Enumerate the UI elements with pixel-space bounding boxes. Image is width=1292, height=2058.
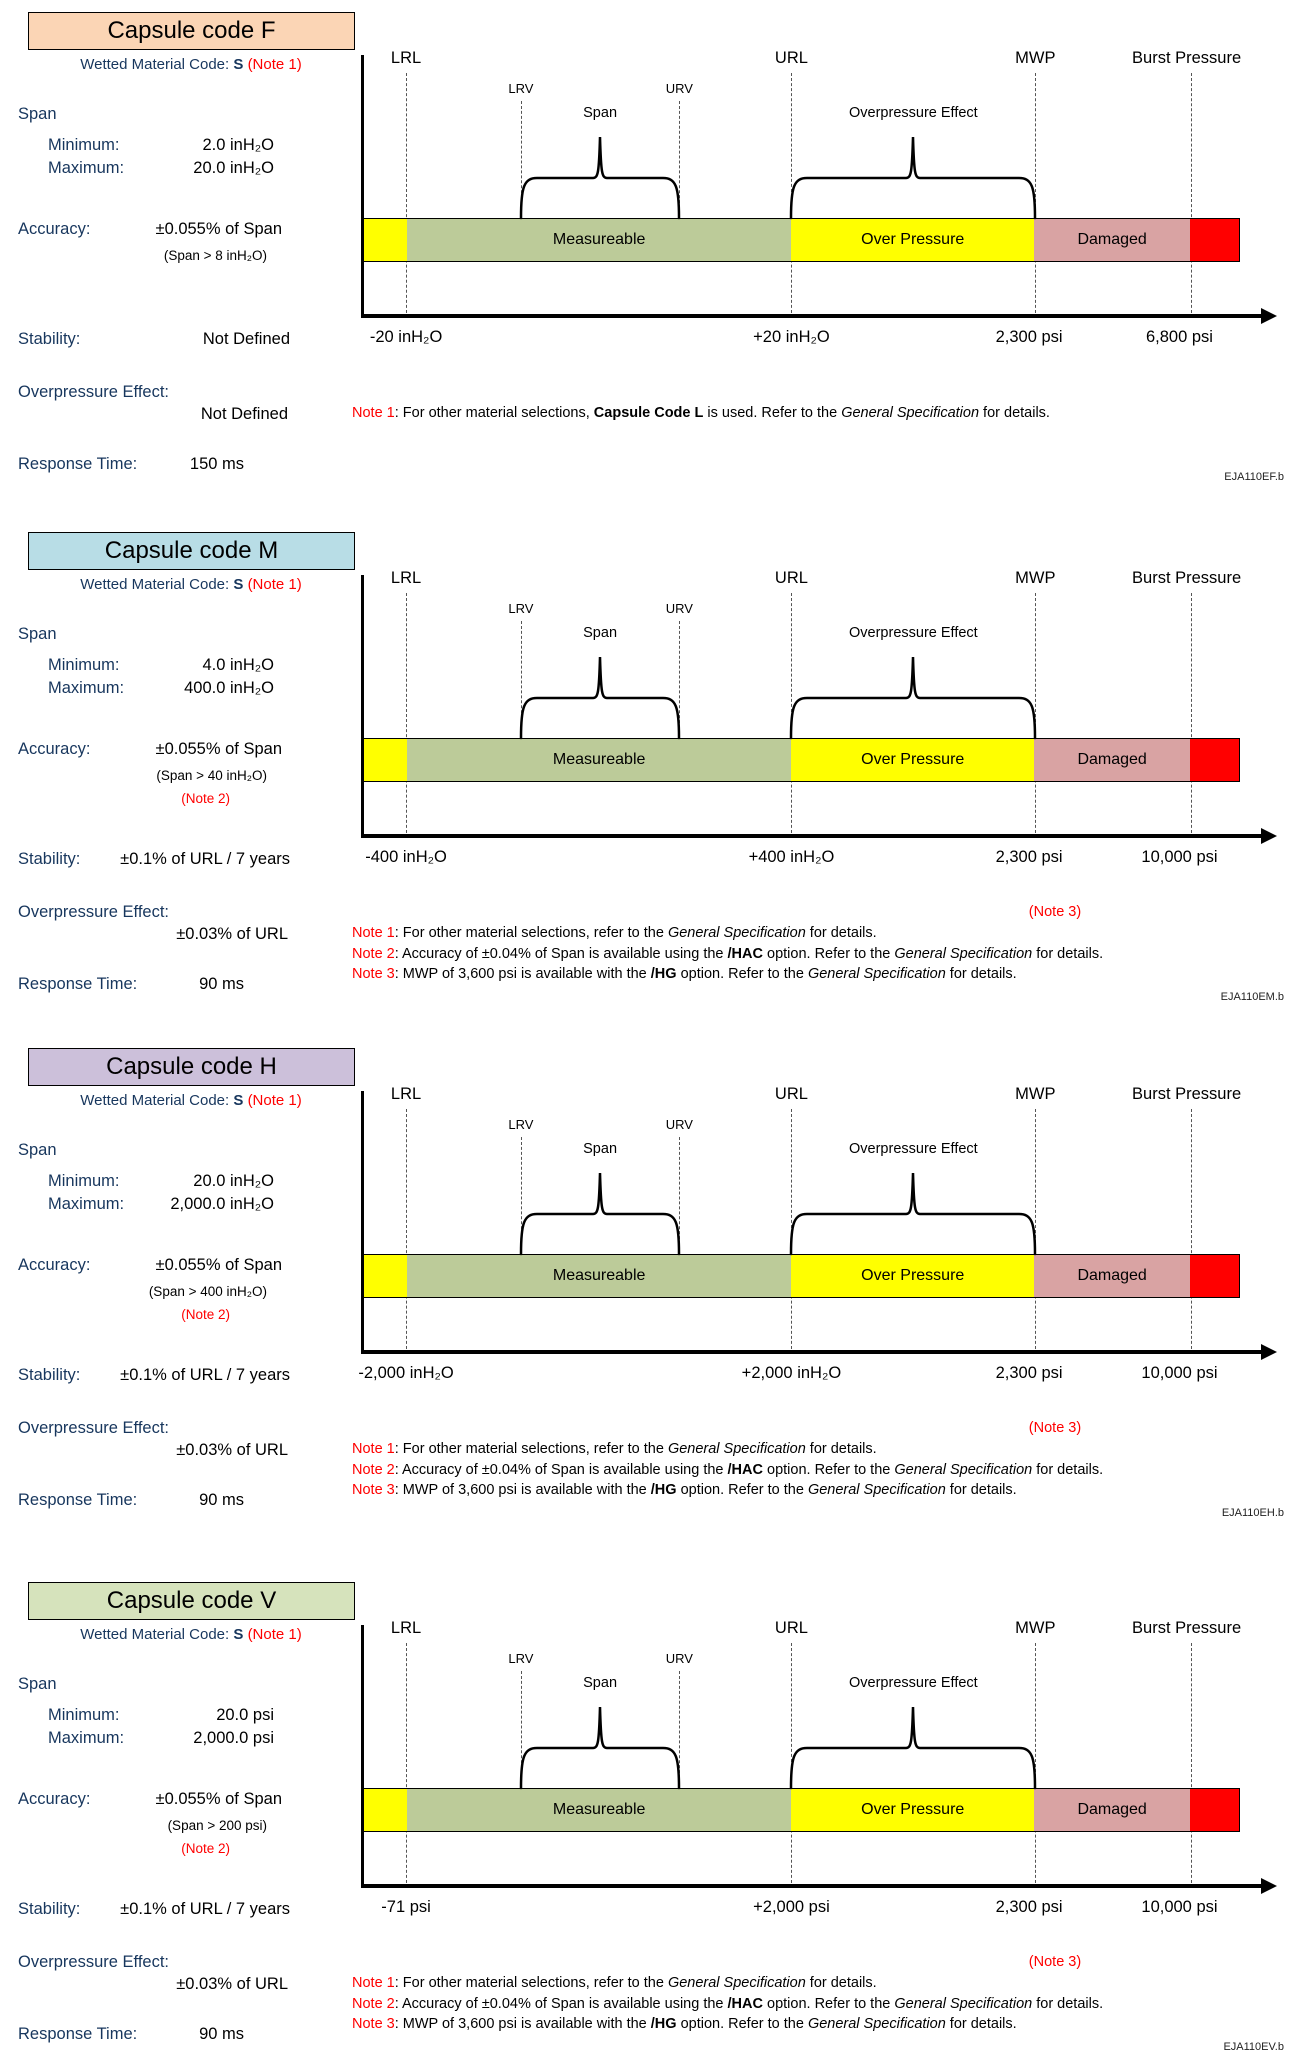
note3-marker: (Note 3) bbox=[1028, 1954, 1082, 1970]
text-segment: Capsule Code L bbox=[593, 405, 704, 421]
spec-row-stability bbox=[18, 330, 290, 352]
maximum-value: 400.0 inH₂O bbox=[184, 679, 274, 697]
urv-label: URV bbox=[665, 601, 693, 616]
text-segment: (Note 1) bbox=[247, 1626, 302, 1643]
accuracy-value: ±0.055% of Span bbox=[155, 1256, 282, 1274]
spec-row-overpressure-label bbox=[18, 903, 290, 925]
overpressure-brace-label: Overpressure Effect bbox=[849, 105, 978, 121]
text-segment: S bbox=[233, 576, 244, 593]
burst-pressure-label: Burst Pressure bbox=[1132, 1619, 1242, 1637]
measurable-segment-label: Measureable bbox=[552, 1267, 646, 1284]
note-line bbox=[352, 405, 1252, 421]
response-time-label: Response Time: bbox=[18, 2025, 138, 2043]
text-segment: /HAC bbox=[727, 1995, 763, 2012]
capsule-section-V bbox=[0, 1570, 1292, 2058]
stability-label: Stability: bbox=[18, 330, 81, 348]
text-segment: : MWP of 3,600 psi is available with the bbox=[394, 2016, 651, 2032]
vertical-axis-line bbox=[361, 55, 364, 318]
spec-span-heading bbox=[18, 105, 290, 127]
text-segment: Note 2 bbox=[352, 945, 395, 962]
burst-pressure-label: Burst Pressure bbox=[1132, 49, 1242, 67]
text-segment: General Specification bbox=[807, 2016, 946, 2032]
tick-burst-value: 10,000 psi bbox=[1141, 1898, 1218, 1916]
minimum-label: Minimum: bbox=[48, 1172, 120, 1190]
accuracy-label: Accuracy: bbox=[18, 1790, 91, 1808]
spec-row-accuracy bbox=[18, 1790, 290, 1812]
lrv-label: LRV bbox=[508, 601, 534, 616]
text-segment: General Specification bbox=[841, 405, 980, 421]
spec-row-minimum bbox=[18, 1706, 290, 1728]
accuracy-condition: (Span > 8 inH₂O) bbox=[163, 248, 267, 263]
spec-span-heading bbox=[18, 1141, 290, 1163]
document-code: EJA110EF.b bbox=[1224, 471, 1284, 483]
spec-row-overpressure-value bbox=[18, 405, 290, 427]
burst-pressure-label: Burst Pressure bbox=[1132, 1085, 1242, 1103]
overpressure-effect-label: Overpressure Effect: bbox=[18, 903, 170, 921]
span-brace-label: Span bbox=[583, 1675, 618, 1691]
text-segment: Note 3 bbox=[352, 1482, 395, 1498]
url-label: URL bbox=[774, 1085, 808, 1103]
spec-row-stability bbox=[18, 1366, 290, 1388]
spec-row-overpressure-label bbox=[18, 1419, 290, 1441]
overpressure-segment-label: Over Pressure bbox=[861, 231, 965, 248]
stability-label: Stability: bbox=[18, 1900, 81, 1918]
accuracy-label: Accuracy: bbox=[18, 740, 91, 758]
spec-row-overpressure-label bbox=[18, 1953, 290, 1975]
document-code: EJA110EV.b bbox=[1223, 2041, 1284, 2053]
document-code: EJA110EH.b bbox=[1221, 1507, 1284, 1519]
urv-label: URV bbox=[665, 81, 693, 96]
text-segment: Wetted Material Code: bbox=[80, 1092, 234, 1109]
span-label: Span bbox=[18, 625, 57, 643]
text-segment: option. Refer to the bbox=[676, 966, 808, 982]
note-line bbox=[352, 966, 1252, 982]
spec-row-maximum bbox=[18, 679, 290, 701]
pressure-range-diagram bbox=[350, 565, 1240, 865]
overpressure-effect-value: Not Defined bbox=[200, 405, 288, 423]
brace-curves bbox=[350, 565, 1240, 865]
lrl-label: LRL bbox=[390, 1619, 422, 1637]
text-segment: option. Refer to the bbox=[676, 2016, 808, 2032]
lrv-label: LRV bbox=[508, 1117, 534, 1132]
overpressure-brace-label: Overpressure Effect bbox=[849, 1675, 978, 1691]
text-segment: : For other material selections, bbox=[394, 405, 594, 421]
note-line bbox=[352, 1996, 1252, 2012]
spec-row-accuracy-note bbox=[18, 1841, 290, 1863]
maximum-value: 2,000.0 inH₂O bbox=[170, 1195, 274, 1213]
spec-row-response-time bbox=[18, 2025, 290, 2047]
spec-row-accuracy bbox=[18, 1256, 290, 1278]
span-label: Span bbox=[18, 105, 57, 123]
text-segment: for details. bbox=[945, 966, 1017, 982]
note-line bbox=[352, 1482, 1252, 1498]
spec-row-response-time bbox=[18, 455, 290, 477]
stability-value: ±0.1% of URL / 7 years bbox=[120, 1366, 290, 1384]
overpressure-segment-label: Over Pressure bbox=[861, 751, 965, 768]
spec-row-accuracy-condition bbox=[18, 768, 290, 790]
spec-row-maximum bbox=[18, 159, 290, 181]
spec-span-heading bbox=[18, 1675, 290, 1697]
url-label: URL bbox=[774, 49, 808, 67]
notes-block bbox=[352, 405, 1252, 426]
spec-row-response-time bbox=[18, 1491, 290, 1513]
text-segment: /HAC bbox=[727, 945, 763, 962]
spec-row-accuracy bbox=[18, 220, 290, 242]
document-code: EJA110EM.b bbox=[1220, 991, 1284, 1003]
spec-row-minimum bbox=[18, 136, 290, 158]
url-label: URL bbox=[774, 1619, 808, 1637]
mwp-label: MWP bbox=[1015, 1085, 1056, 1103]
axis-arrow-icon bbox=[1261, 828, 1277, 844]
spec-row-maximum bbox=[18, 1729, 290, 1751]
notes-block bbox=[352, 1975, 1252, 2037]
minimum-label: Minimum: bbox=[48, 136, 120, 154]
capsule-section-H bbox=[0, 1036, 1292, 1541]
tick-lrl-value: -2,000 inH₂O bbox=[358, 1364, 454, 1382]
horizontal-axis bbox=[361, 1884, 1262, 1888]
section-title: Capsule code F bbox=[107, 17, 276, 44]
text-segment: General Specification bbox=[667, 925, 806, 941]
overpressure-brace-label: Overpressure Effect bbox=[849, 1141, 978, 1157]
accuracy-label: Accuracy: bbox=[18, 220, 91, 238]
damaged-segment-label: Damaged bbox=[1077, 231, 1147, 248]
text-segment: : Accuracy of ±0.04% of Span is available using the bbox=[394, 1461, 728, 1478]
text-segment: S bbox=[233, 56, 244, 73]
response-time-label: Response Time: bbox=[18, 975, 138, 993]
notes-block bbox=[352, 925, 1252, 987]
response-time-label: Response Time: bbox=[18, 1491, 138, 1509]
tick-url-value: +2,000 psi bbox=[753, 1898, 830, 1916]
axis-arrow-icon bbox=[1261, 308, 1277, 324]
text-segment: General Specification bbox=[894, 1461, 1033, 1478]
maximum-label: Maximum: bbox=[48, 1729, 125, 1747]
text-segment: General Specification bbox=[807, 1482, 946, 1498]
burst-pressure-label: Burst Pressure bbox=[1132, 569, 1242, 587]
text-segment: for details. bbox=[805, 925, 877, 941]
lrl-label: LRL bbox=[390, 1085, 422, 1103]
stability-label: Stability: bbox=[18, 1366, 81, 1384]
span-brace-label: Span bbox=[583, 105, 618, 121]
tick-mwp-value: 2,300 psi bbox=[995, 1898, 1063, 1916]
spec-row-overpressure-value bbox=[18, 1975, 290, 1997]
brace-curves bbox=[350, 1615, 1240, 1915]
vertical-axis-line bbox=[361, 1625, 364, 1888]
damaged-segment-label: Damaged bbox=[1077, 751, 1147, 768]
overpressure-effect-label: Overpressure Effect: bbox=[18, 1419, 170, 1437]
pressure-range-diagram bbox=[350, 1615, 1240, 1915]
span-brace-label: Span bbox=[583, 1141, 618, 1157]
mwp-label: MWP bbox=[1015, 1619, 1056, 1637]
spec-row-accuracy-condition bbox=[18, 1818, 290, 1840]
accuracy-condition: (Span > 200 psi) bbox=[167, 1818, 267, 1833]
accuracy-note-ref: (Note 2) bbox=[181, 1841, 230, 1856]
text-segment: Wetted Material Code: bbox=[80, 1626, 234, 1643]
tick-burst-value: 10,000 psi bbox=[1141, 848, 1218, 866]
urv-label: URV bbox=[665, 1651, 693, 1666]
text-segment: /HG bbox=[650, 1482, 677, 1498]
text-segment: Note 1 bbox=[352, 925, 395, 941]
note-line bbox=[352, 1462, 1252, 1478]
accuracy-note-ref: (Note 2) bbox=[181, 1307, 230, 1322]
text-segment: for details. bbox=[1032, 945, 1104, 962]
mwp-label: MWP bbox=[1015, 49, 1056, 67]
maximum-label: Maximum: bbox=[48, 679, 125, 697]
span-label: Span bbox=[18, 1675, 57, 1693]
spec-row-overpressure-value bbox=[18, 925, 290, 947]
text-segment: General Specification bbox=[894, 945, 1033, 962]
response-time-value: 90 ms bbox=[199, 1491, 244, 1509]
lrl-label: LRL bbox=[390, 569, 422, 587]
text-segment: (Note 1) bbox=[247, 576, 302, 593]
spec-span-heading bbox=[18, 625, 290, 647]
response-time-value: 90 ms bbox=[199, 975, 244, 993]
vertical-axis-line bbox=[361, 1091, 364, 1354]
spec-row-accuracy-note bbox=[18, 791, 290, 813]
tick-lrl-value: -20 inH₂O bbox=[369, 328, 443, 346]
axis-arrow-icon bbox=[1261, 1344, 1277, 1360]
minimum-label: Minimum: bbox=[48, 1706, 120, 1724]
measurable-segment-label: Measureable bbox=[552, 231, 646, 248]
horizontal-axis bbox=[361, 314, 1262, 318]
axis-arrow-icon bbox=[1261, 1878, 1277, 1894]
text-segment: for details. bbox=[945, 1482, 1017, 1498]
maximum-value: 20.0 inH₂O bbox=[193, 159, 274, 177]
measurable-segment-label: Measureable bbox=[552, 751, 646, 768]
text-segment: Note 1 bbox=[352, 405, 395, 421]
overpressure-segment-label: Over Pressure bbox=[861, 1267, 965, 1284]
text-segment: Note 2 bbox=[352, 1461, 395, 1478]
spec-row-stability bbox=[18, 850, 290, 872]
brace-curves bbox=[350, 45, 1240, 345]
tick-mwp-value: 2,300 psi bbox=[995, 1364, 1063, 1382]
text-segment: for details. bbox=[805, 1975, 877, 1991]
wetted-material-line bbox=[0, 576, 382, 593]
capsule-section-F bbox=[0, 0, 1292, 505]
maximum-value: 2,000.0 psi bbox=[193, 1729, 274, 1747]
text-segment: : Accuracy of ±0.04% of Span is available using the bbox=[394, 945, 728, 962]
overpressure-effect-value: ±0.03% of URL bbox=[176, 1441, 288, 1459]
text-segment: S bbox=[233, 1626, 244, 1643]
minimum-value: 2.0 inH₂O bbox=[202, 136, 274, 154]
overpressure-effect-value: ±0.03% of URL bbox=[176, 1975, 288, 1993]
text-segment: : For other material selections, refer to the bbox=[394, 1441, 668, 1457]
stability-value: ±0.1% of URL / 7 years bbox=[120, 1900, 290, 1918]
text-segment: Note 1 bbox=[352, 1975, 395, 1991]
vertical-axis-line bbox=[361, 575, 364, 838]
text-segment: General Specification bbox=[667, 1441, 806, 1457]
accuracy-condition: (Span > 400 inH₂O) bbox=[148, 1284, 267, 1299]
text-segment: for details. bbox=[805, 1441, 877, 1457]
wetted-material-line bbox=[0, 1092, 382, 1109]
spec-row-response-time bbox=[18, 975, 290, 997]
text-segment: : MWP of 3,600 psi is available with the bbox=[394, 966, 651, 982]
urv-label: URV bbox=[665, 1117, 693, 1132]
text-segment: : MWP of 3,600 psi is available with the bbox=[394, 1482, 651, 1498]
accuracy-value: ±0.055% of Span bbox=[155, 220, 282, 238]
lrv-label: LRV bbox=[508, 81, 534, 96]
text-segment: S bbox=[233, 1092, 244, 1109]
accuracy-label: Accuracy: bbox=[18, 1256, 91, 1274]
spec-row-stability bbox=[18, 1900, 290, 1922]
text-segment: /HG bbox=[650, 2016, 677, 2032]
text-segment: option. Refer to the bbox=[762, 1461, 895, 1478]
spec-row-accuracy-condition bbox=[18, 1284, 290, 1306]
wetted-material-line bbox=[0, 56, 382, 73]
text-segment: /HAC bbox=[727, 1461, 763, 1478]
text-segment: for details. bbox=[945, 2016, 1017, 2032]
section-title: Capsule code V bbox=[106, 1587, 277, 1614]
spec-row-minimum bbox=[18, 656, 290, 678]
tick-lrl-value: -71 psi bbox=[381, 1898, 431, 1916]
response-time-value: 150 ms bbox=[189, 455, 244, 473]
text-segment: Note 3 bbox=[352, 2016, 395, 2032]
section-title-box bbox=[28, 1582, 355, 1620]
text-segment: /HG bbox=[650, 966, 677, 982]
text-segment: : For other material selections, refer to the bbox=[394, 925, 668, 941]
note-line bbox=[352, 946, 1252, 962]
text-segment: for details. bbox=[1032, 1995, 1104, 2012]
mwp-label: MWP bbox=[1015, 569, 1056, 587]
text-segment: Note 3 bbox=[352, 966, 395, 982]
maximum-label: Maximum: bbox=[48, 159, 125, 177]
url-label: URL bbox=[774, 569, 808, 587]
maximum-label: Maximum: bbox=[48, 1195, 125, 1213]
accuracy-note-ref: (Note 2) bbox=[181, 791, 230, 806]
note3-marker: (Note 3) bbox=[1028, 904, 1082, 920]
accuracy-value: ±0.055% of Span bbox=[155, 1790, 282, 1808]
tick-url-value: +2,000 inH₂O bbox=[741, 1364, 842, 1382]
response-time-label: Response Time: bbox=[18, 455, 138, 473]
horizontal-axis bbox=[361, 1350, 1262, 1354]
lrl-label: LRL bbox=[390, 49, 422, 67]
tick-mwp-value: 2,300 psi bbox=[995, 848, 1063, 866]
spec-row-minimum bbox=[18, 1172, 290, 1194]
text-segment: General Specification bbox=[894, 1995, 1033, 2012]
tick-lrl-value: -400 inH₂O bbox=[365, 848, 447, 866]
section-title: Capsule code M bbox=[104, 537, 279, 564]
spec-row-overpressure-value bbox=[18, 1441, 290, 1463]
note3-marker: (Note 3) bbox=[1028, 1420, 1082, 1436]
brace-curves bbox=[350, 1081, 1240, 1381]
spec-row-accuracy-note bbox=[18, 1307, 290, 1329]
spec-row-accuracy-condition bbox=[18, 248, 290, 270]
damaged-segment-label: Damaged bbox=[1077, 1267, 1147, 1284]
text-segment: Wetted Material Code: bbox=[80, 576, 234, 593]
tick-mwp-value: 2,300 psi bbox=[995, 328, 1063, 346]
text-segment: option. Refer to the bbox=[762, 945, 895, 962]
spec-row-overpressure-label bbox=[18, 383, 290, 405]
text-segment: (Note 1) bbox=[247, 56, 302, 73]
text-segment: Wetted Material Code: bbox=[80, 56, 234, 73]
note-line bbox=[352, 2016, 1252, 2032]
pressure-range-diagram bbox=[350, 1081, 1240, 1381]
text-segment: : Accuracy of ±0.04% of Span is available using the bbox=[394, 1995, 728, 2012]
accuracy-value: ±0.055% of Span bbox=[155, 740, 282, 758]
accuracy-condition: (Span > 40 inH₂O) bbox=[156, 768, 267, 783]
overpressure-effect-label: Overpressure Effect: bbox=[18, 1953, 170, 1971]
text-segment: for details. bbox=[1032, 1461, 1104, 1478]
text-segment: General Specification bbox=[667, 1975, 806, 1991]
note-line bbox=[352, 1975, 1252, 1991]
minimum-value: 20.0 inH₂O bbox=[193, 1172, 274, 1190]
text-segment: General Specification bbox=[807, 966, 946, 982]
tick-url-value: +400 inH₂O bbox=[748, 848, 835, 866]
lrv-label: LRV bbox=[508, 1651, 534, 1666]
spec-row-maximum bbox=[18, 1195, 290, 1217]
minimum-value: 20.0 psi bbox=[216, 1706, 274, 1724]
notes-block bbox=[352, 1441, 1252, 1503]
text-segment: Note 2 bbox=[352, 1995, 395, 2012]
stability-value: Not Defined bbox=[202, 330, 290, 348]
response-time-value: 90 ms bbox=[199, 2025, 244, 2043]
tick-burst-value: 10,000 psi bbox=[1141, 1364, 1218, 1382]
minimum-label: Minimum: bbox=[48, 656, 120, 674]
span-label: Span bbox=[18, 1141, 57, 1159]
minimum-value: 4.0 inH₂O bbox=[202, 656, 274, 674]
overpressure-brace-label: Overpressure Effect bbox=[849, 625, 978, 641]
section-title: Capsule code H bbox=[106, 1053, 277, 1080]
wetted-material-line bbox=[0, 1626, 382, 1643]
text-segment: : For other material selections, refer to the bbox=[394, 1975, 668, 1991]
overpressure-effect-value: ±0.03% of URL bbox=[176, 925, 288, 943]
stability-value: ±0.1% of URL / 7 years bbox=[120, 850, 290, 868]
text-segment: Note 1 bbox=[352, 1441, 395, 1457]
text-segment: option. Refer to the bbox=[762, 1995, 895, 2012]
section-title-box bbox=[28, 12, 355, 50]
pressure-range-diagram bbox=[350, 45, 1240, 345]
section-title-box bbox=[28, 1048, 355, 1086]
tick-burst-value: 6,800 psi bbox=[1145, 328, 1213, 346]
text-segment: option. Refer to the bbox=[676, 1482, 808, 1498]
tick-url-value: +20 inH₂O bbox=[753, 328, 830, 346]
spec-row-accuracy bbox=[18, 740, 290, 762]
note-line bbox=[352, 1441, 1252, 1457]
overpressure-effect-label: Overpressure Effect: bbox=[18, 383, 170, 401]
stability-label: Stability: bbox=[18, 850, 81, 868]
note-line bbox=[352, 925, 1252, 941]
horizontal-axis bbox=[361, 834, 1262, 838]
span-brace-label: Span bbox=[583, 625, 618, 641]
measurable-segment-label: Measureable bbox=[552, 1801, 646, 1818]
text-segment: is used. Refer to the bbox=[703, 405, 842, 421]
section-title-box bbox=[28, 532, 355, 570]
text-segment: for details. bbox=[979, 405, 1050, 421]
damaged-segment-label: Damaged bbox=[1077, 1801, 1147, 1818]
overpressure-segment-label: Over Pressure bbox=[861, 1801, 965, 1818]
capsule-section-M bbox=[0, 520, 1292, 1025]
text-segment: (Note 1) bbox=[247, 1092, 302, 1109]
